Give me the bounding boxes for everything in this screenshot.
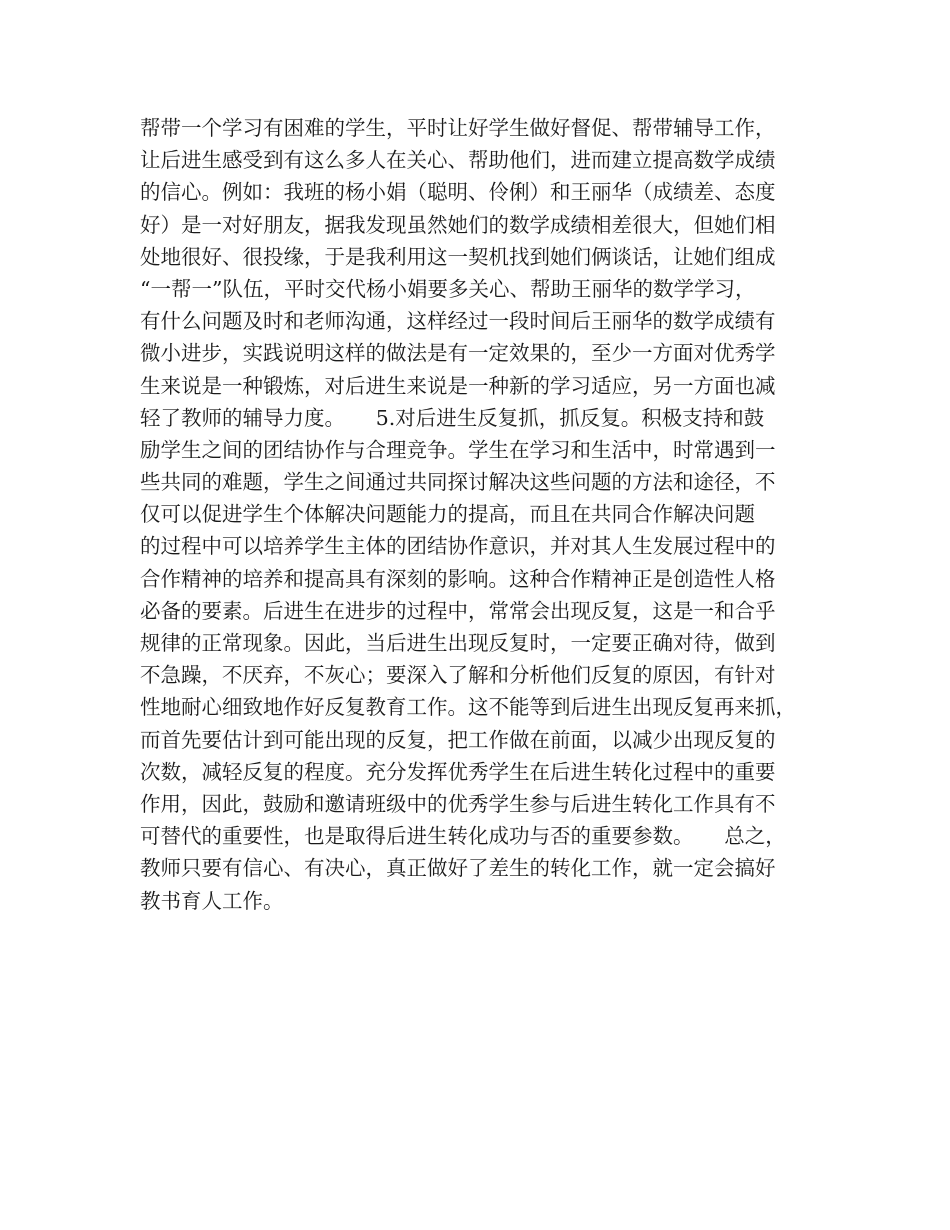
text-line: 有什么问题及时和老师沟通，这样经过一段时间后王丽华的数学成绩有: [140, 309, 776, 334]
text-line: 作用，因此，鼓励和邀请班级中的优秀学生参与后进生转化工作具有不: [140, 791, 776, 816]
text-line: 而首先要估计到可能出现的反复，把工作做在前面，以减少出现反复的: [140, 727, 776, 752]
text-line: 轻了教师的辅导力度。 5.对后进生反复抓，抓反复。积极支持和鼓: [140, 405, 765, 430]
text-line: 励学生之间的团结协作与合理竞争。学生在学习和生活中，时常遇到一: [140, 437, 776, 462]
text-line: 生来说是一种锻炼，对后进生来说是一种新的学习适应，另一方面也减: [140, 373, 776, 398]
body-text: [140, 112, 840, 917]
text-line: 帮带一个学习有困难的学生，平时让好学生做好督促、帮带辅导工作，: [140, 116, 776, 140]
text-line: 的信心。例如：我班的杨小娟（聪明、伶俐）和王丽华（成绩差、态度: [140, 180, 776, 205]
text-line: 教师只要有信心、有决心，真正做好了差生的转化工作，就一定会搞好: [140, 856, 776, 881]
text-line: “一帮一”队伍，平时交代杨小娟要多关心、帮助王丽华的数学学习，: [140, 276, 756, 301]
text-line: 处地很好、很投缘，于是我利用这一契机找到她们俩谈话，让她们组成: [140, 244, 776, 269]
text-line: 仅可以促进学生个体解决问题能力的提高，而且在共同合作解决问题: [140, 502, 755, 527]
text-line: 让后进生感受到有这么多人在关心、帮助他们，进而建立提高数学成绩: [140, 148, 776, 173]
text-line: 些共同的难题，学生之间通过共同探讨解决这些问题的方法和途径，不: [140, 470, 776, 495]
text-line: 可替代的重要性，也是取得后进生转化成功与否的重要参数。 总之，: [140, 824, 786, 849]
text-line: 规律的正常现象。因此，当后进生出现反复时，一定要正确对待，做到: [140, 631, 776, 655]
text-line: 好）是一对好朋友，据我发现虽然她们的数学成绩相差很大，但她们相: [140, 212, 776, 237]
text-line: 的过程中可以培养学生主体的团结协作意识，并对其人生发展过程中的: [140, 534, 776, 559]
text-line: 次数，减轻反复的程度。充分发挥优秀学生在后进生转化过程中的重要: [140, 759, 776, 784]
text-line: 微小进步，实践说明这样的做法是有一定效果的，至少一方面对优秀学: [140, 341, 776, 366]
text-line: 教书育人工作。: [140, 888, 284, 913]
text-line: 不急躁，不厌弃，不灰心；要深入了解和分析他们反复的原因，有针对: [140, 663, 776, 688]
text-line: 性地耐心细致地作好反复教育工作。这不能等到后进生出现反复再来抓，: [140, 695, 796, 720]
text-line: 必备的要素。后进生在进步的过程中，常常会出现反复，这是一和合乎: [140, 598, 776, 623]
text-line: 合作精神的培养和提高具有深刻的影响。这种合作精神正是创造性人格: [140, 566, 776, 591]
